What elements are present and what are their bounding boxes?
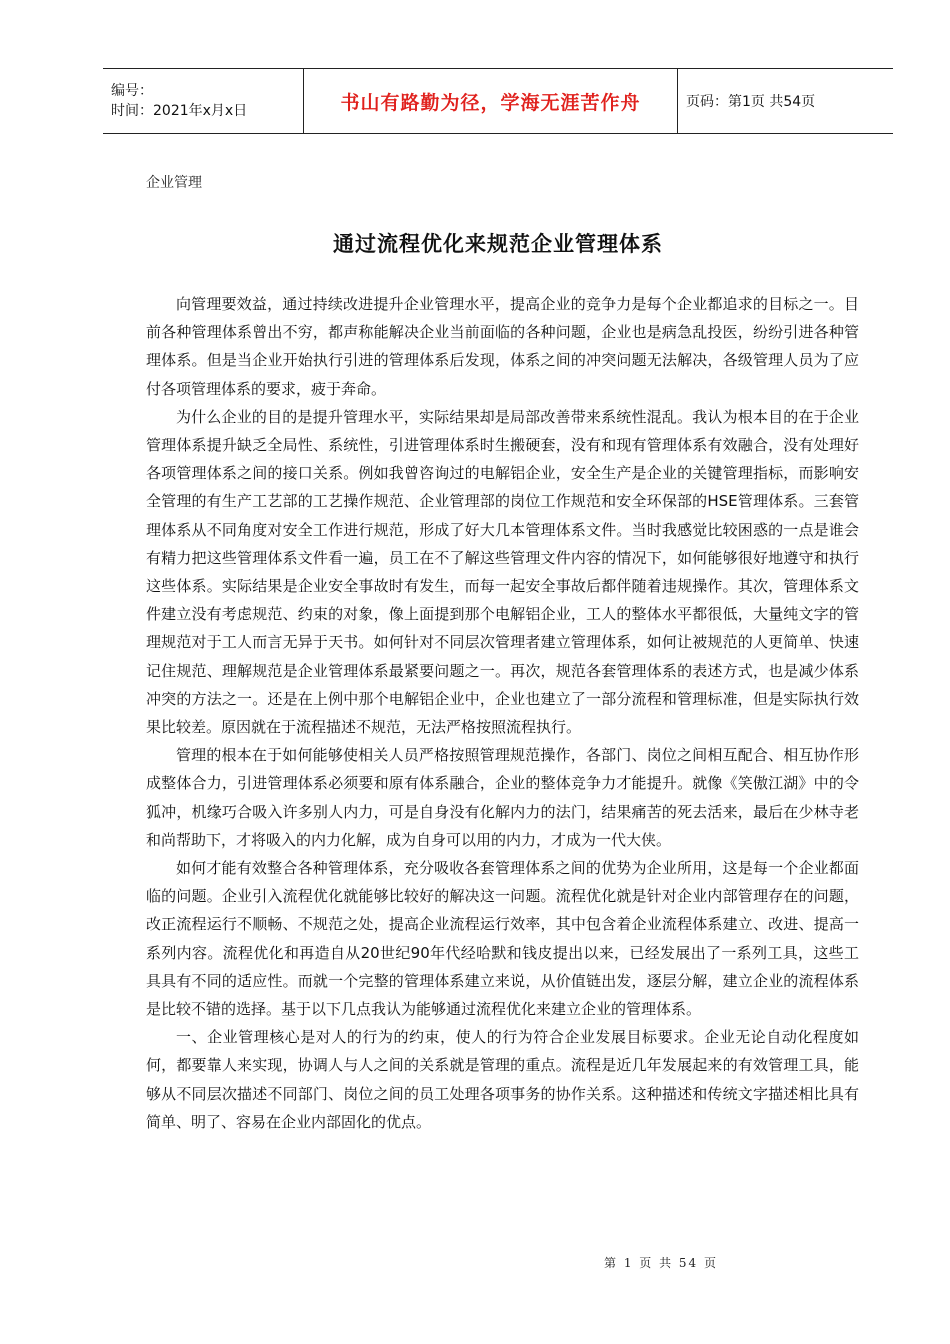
motto-text: 书山有路勤为径，学海无涯苦作舟 <box>340 91 641 114</box>
paragraph-4: 如何才能有效整合各种管理体系，充分吸收各套管理体系之间的优势为企业所用，这是每一个企业都面临的问题。企业引入流程优化就能够比较好的解决这一问题。流程优化就是针对企业内部管理存在的问题，改正流程运行不顺畅、不规范之处，提高企业流程运行效率，其中包含着企业流程体系建立、改进、提高一系列内容。流程优化和再造自从20世纪90年代经哈默和钱皮提出以来，已经发展出了一系列工具，这些工具具有不同的适应性。而就一个完整的管理体系建立来说，从价值链出发，逐层分解，建立企业的流程体系是比较不错的选择。基于以下几点我认为能够通过流程优化来建立企业的管理体系。 <box>146 859 859 1019</box>
header-page <box>678 69 893 133</box>
paragraph-3: 管理的根本在于如何能够使相关人员严格按照管理规范操作，各部门、岗位之间相互配合、相互协作形成整体合力，引进管理体系必须要和原有体系融合，企业的整体竞争力才能提升。就像《笑傲江湖》中的令狐冲，机缘巧合吸入许多别人内力，可是自身没有化解内力的法门，结果痛苦的死去活来，最后在少林寺老和尚帮助下，才将吸入的内力化解，成为自身可以用的内力，才成为一代大侠。 <box>146 746 859 849</box>
paragraph-2: 为什么企业的目的是提升管理水平，实际结果却是局部改善带来系统性混乱。我认为根本目的在于企业管理体系提升缺乏全局性、系统性，引进管理体系时生搬硬套，没有和现有管理体系有效融合，没有处理好各项管理体系之间的接口关系。例如我曾咨询过的电解铝企业，安全生产是企业的关键管理指标，而影响安全管理的有生产工艺部的工艺操作规范、企业管理部的岗位工作规范和安全环保部的HSE管理体系。三套管理体系从不同角度对安全工作进行规范，形成了好大几本管理体系文件。当时我感觉比较困惑的一点是谁会有精力把这些管理体系文件看一遍，员工在不了解这些管理文件内容的情况下，如何能够很好地遵守和执行这些体系。实际结果是企业安全事故时有发生，而每一起安全事故后都伴随着违规操作。其次，管理体系文件建立没有考虑规范、约束的对象，像上面提到那个电解铝企业，工人的整体水平都很低，大量纯文字的管理规范对于工人而言无异于天书。如何针对不同层次管理者建立管理体系，如何让被规范的人更简单、快速记住规范、理解规范是企业管理体系最紧要问题之一。再次，规范各套管理体系的表述方式，也是减少体系冲突的方法之一。还是在上例中那个电解铝企业中，企业也建立了一部分流程和管理标准，但是实际执行效果比较差。原因就在于流程描述不规范，无法严格按照流程执行。 <box>146 407 859 737</box>
document-header <box>103 68 893 134</box>
paragraph-1: 向管理要效益，通过持续改进提升企业管理水平，提高企业的竞争力是每个企业都追求的目标之一。目前各种管理体系曾出不穷，都声称能解决企业当前面临的各种问题，企业也是病急乱投医，纷纷引进各种管理体系。但是当企业开始执行引进的管理体系后发现，体系之间的冲突问题无法解决，各级管理人员为了应付各项管理体系的要求，疲于奔命。 <box>146 295 859 398</box>
category-label: 企业管理 <box>146 175 202 191</box>
number-label: 编号： <box>111 83 153 99</box>
paragraph-5: 一、企业管理核心是对人的行为的约束，使人的行为符合企业发展目标要求。企业无论自动化程度如何，都要靠人来实现，协调人与人之间的关系就是管理的重点。流程是近几年发展起来的有效管理工具，能够从不同层次描述不同部门、岗位之间的员工处理各项事务的协作关系。这种描述和传统文字描述相比具有简单、明了、容易在企业内部固化的优点。 <box>146 1028 859 1131</box>
document-body <box>146 290 859 1136</box>
header-meta <box>103 69 304 133</box>
document-title: 通过流程优化来规范企业管理体系 <box>333 232 663 256</box>
page-label: 页码：第1页 共54页 <box>686 94 816 110</box>
date-label: 时间：2021年x月x日 <box>111 103 248 119</box>
page-footer: 第 1 页 共 54 页 <box>604 1256 718 1270</box>
header-motto <box>304 69 678 133</box>
